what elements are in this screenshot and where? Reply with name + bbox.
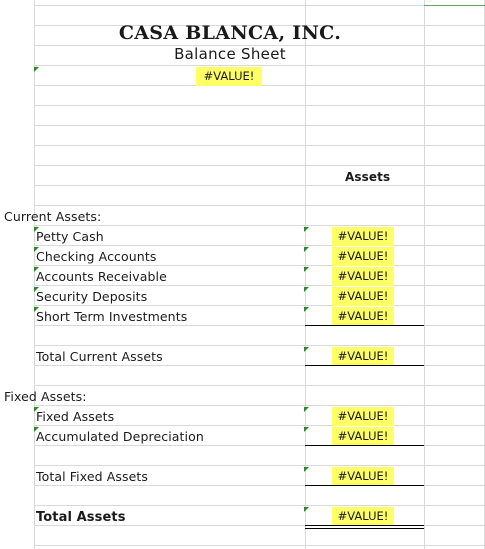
error-indicator-icon <box>304 407 309 412</box>
value-cell[interactable]: #VALUE! <box>332 427 394 446</box>
row-gridline <box>34 425 485 426</box>
total-assets-value[interactable]: #VALUE! <box>332 507 394 526</box>
error-indicator-icon <box>304 427 309 432</box>
company-title: CASA BLANCA, INC. <box>118 22 342 44</box>
error-indicator-icon <box>304 247 309 252</box>
date-cell[interactable]: #VALUE! <box>196 67 262 86</box>
value-cell[interactable]: #VALUE! <box>332 307 394 326</box>
error-indicator-icon <box>34 67 39 72</box>
total-underline <box>305 365 424 366</box>
row-gridline <box>34 465 485 466</box>
total-underline <box>305 485 424 486</box>
row-gridline <box>34 545 485 546</box>
value-cell[interactable]: #VALUE! <box>332 227 394 246</box>
row-gridline <box>34 5 485 6</box>
error-indicator-icon <box>304 467 309 472</box>
fixed-assets-label: Fixed Assets: <box>4 389 87 404</box>
double-underline-bottom <box>305 528 424 529</box>
error-indicator-icon <box>304 227 309 232</box>
error-indicator-icon <box>304 347 309 352</box>
row-label: Petty Cash <box>36 229 104 244</box>
report-title: Balance Sheet <box>174 45 286 63</box>
error-indicator-icon <box>304 267 309 272</box>
value-cell[interactable]: #VALUE! <box>332 267 394 286</box>
row-gridline <box>34 385 485 386</box>
error-indicator-icon <box>304 307 309 312</box>
row-label: Security Deposits <box>36 289 148 304</box>
row-label: Short Term Investments <box>36 309 188 324</box>
current-assets-label: Current Assets: <box>4 209 102 224</box>
row-gridline <box>34 305 485 306</box>
row-gridline <box>34 345 485 346</box>
total-fixed-assets-value[interactable]: #VALUE! <box>332 467 394 486</box>
value-cell[interactable]: #VALUE! <box>332 407 394 426</box>
value-cell[interactable]: #VALUE! <box>332 287 394 306</box>
selection-edge <box>424 5 485 6</box>
row-gridline <box>34 505 485 506</box>
row-gridline <box>34 105 485 106</box>
row-label: Accounts Receivable <box>36 269 167 284</box>
subtotal-underline <box>305 445 424 446</box>
value-cell[interactable]: #VALUE! <box>332 247 394 266</box>
column-gridline <box>34 0 35 549</box>
row-gridline <box>34 145 485 146</box>
row-gridline <box>34 185 485 186</box>
row-gridline <box>34 65 485 66</box>
row-label: Accumulated Depreciation <box>36 429 204 444</box>
row-gridline <box>34 205 485 206</box>
total-assets-label: Total Assets <box>36 510 126 525</box>
total-fixed-assets-label: Total Fixed Assets <box>36 469 149 484</box>
total-current-assets-label: Total Current Assets <box>36 349 163 364</box>
row-gridline <box>34 405 485 406</box>
row-gridline <box>34 285 485 286</box>
column-gridline <box>424 0 425 549</box>
error-indicator-icon <box>304 287 309 292</box>
row-gridline <box>34 225 485 226</box>
row-gridline <box>34 125 485 126</box>
row-label: Fixed Assets <box>36 409 115 424</box>
row-gridline <box>34 165 485 166</box>
row-label: Checking Accounts <box>36 249 157 264</box>
assets-column-header: Assets <box>345 170 391 184</box>
total-current-assets-value[interactable]: #VALUE! <box>332 347 394 366</box>
double-underline-top <box>305 525 424 526</box>
row-gridline <box>34 265 485 266</box>
row-gridline <box>34 245 485 246</box>
error-indicator-icon <box>304 507 309 512</box>
subtotal-underline <box>305 325 424 326</box>
